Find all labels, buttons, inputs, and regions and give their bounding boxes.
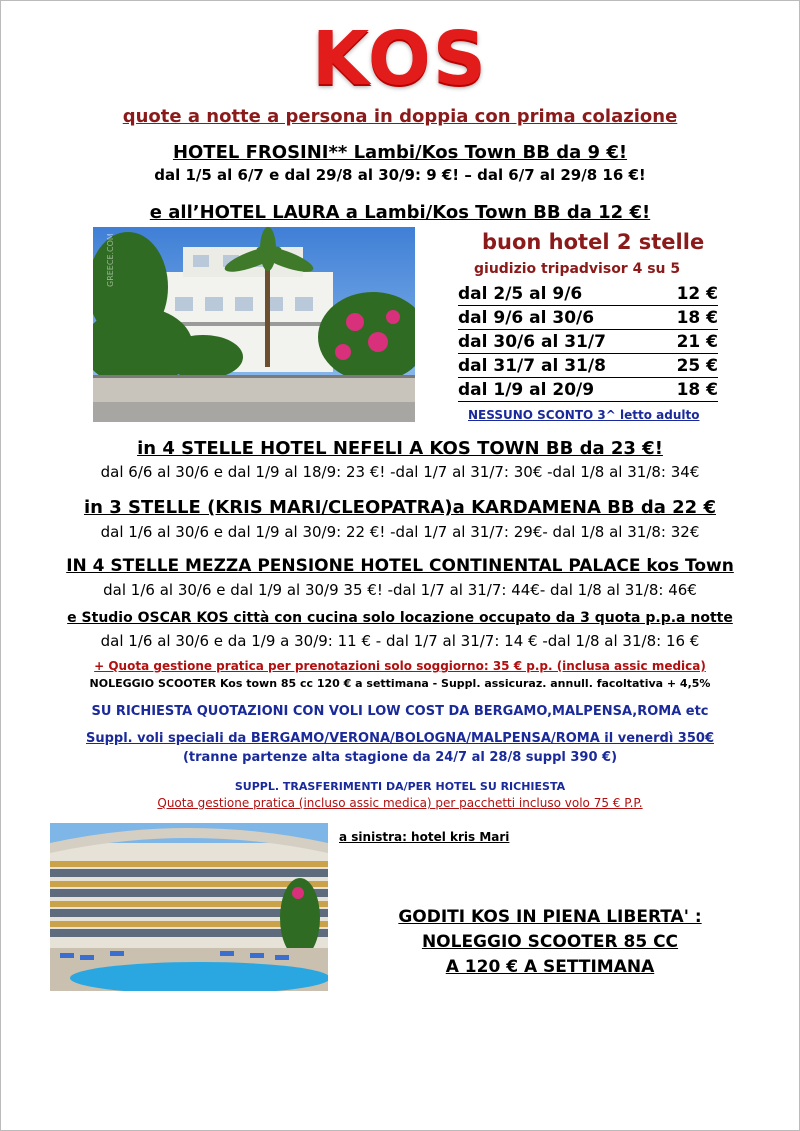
nefeli-prices: dal 6/6 al 30/6 e dal 1/9 al 18/9: 23 €! -dal 1/7 al 31/7: 30€ -dal 1/8 al 31/8: 34€	[100, 463, 700, 481]
quota-volo-note: Quota gestione pratica (incluso assic medica) per pacchetti incluso volo 75 € P.P.	[157, 796, 643, 810]
suppl-voli-note: Suppl. voli speciali da BERGAMO/VERONA/BOLOGNA/MALPENSA/ROMA il venerdì 350€	[86, 731, 714, 746]
alta-stagione-note: (tranne partenze alta stagione da 24/7 al 28/8 suppl 390 €)	[182, 750, 618, 765]
laura-rating: giudizio tripadvisor 4 su 5	[474, 261, 681, 277]
promo-line: NOLEGGIO SCOOTER 85 CC	[421, 932, 679, 952]
laura-stars: buon hotel 2 stelle	[482, 230, 705, 254]
price-period: dal 30/6 al 31/7	[458, 332, 606, 352]
price-value: 18 €	[676, 380, 718, 400]
price-period: dal 9/6 al 30/6	[458, 308, 595, 328]
price-value: 21 €	[676, 332, 718, 352]
photo-caption: a sinistra: hotel kris Mari	[339, 830, 510, 844]
continental-prices: dal 1/6 al 30/6 e dal 1/9 al 30/9 35 €! -dal 1/7 al 31/7: 44€- dal 1/8 al 31/8: 46€	[103, 581, 697, 599]
page-title: KOS	[311, 16, 489, 102]
price-value: 12 €	[676, 284, 718, 304]
hotel-laura-photo	[93, 227, 415, 422]
voli-note: SU RICHIESTA QUOTAZIONI CON VOLI LOW COST DA BERGAMO,MALPENSA,ROMA etc	[91, 704, 709, 719]
price-value: 18 €	[676, 308, 718, 328]
page-subtitle: quote a notte a persona in doppia con prima colazione	[122, 106, 678, 127]
hotel-kris-mari-photo	[50, 823, 328, 991]
price-row	[458, 283, 718, 306]
laura-heading: e all’HOTEL LAURA a Lambi/Kos Town BB da 12 €!	[149, 202, 651, 223]
frosini-heading: HOTEL FROSINI** Lambi/Kos Town BB da 9 €!	[172, 142, 628, 163]
price-row	[458, 307, 718, 330]
price-row	[458, 355, 718, 378]
oscar-prices: dal 1/6 al 30/6 e da 1/9 a 30/9: 11 € - dal 1/7 al 31/7: 14 € -dal 1/8 al 31/8: 16 €	[100, 632, 700, 650]
quota-note: + Quota gestione pratica per prenotazioni solo soggiorno: 35 € p.p. (inclusa assic medica)	[94, 659, 706, 673]
photo-watermark: GREECE.COM	[106, 233, 115, 287]
price-row	[458, 379, 718, 402]
continental-heading: IN 4 STELLE MEZZA PENSIONE HOTEL CONTINENTAL PALACE kos Town	[66, 556, 734, 576]
promo-block	[355, 905, 745, 980]
krismari-prices: dal 1/6 al 30/6 e dal 1/9 al 30/9: 22 €! -dal 1/7 al 31/7: 29€- dal 1/8 al 31/8: 32€	[100, 523, 700, 541]
price-period: dal 2/5 al 9/6	[458, 284, 583, 304]
trasferimenti-note: SUPPL. TRASFERIMENTI DA/PER HOTEL SU RICHIESTA	[234, 780, 566, 793]
oscar-heading: e Studio OSCAR KOS città con cucina solo locazione occupato da 3 quota p.p.a notte	[67, 610, 733, 626]
price-period: dal 1/9 al 20/9	[458, 380, 595, 400]
scooter-note: NOLEGGIO SCOOTER Kos town 85 cc 120 € a settimana - Suppl. assicuraz. annull. facoltativa + 4,5%	[89, 677, 711, 690]
frosini-prices: dal 1/5 al 6/7 e dal 29/8 al 30/9: 9 €! – dal 6/7 al 29/8 16 €!	[154, 166, 646, 184]
promo-line: A 120 € A SETTIMANA	[445, 957, 655, 977]
price-row	[458, 331, 718, 354]
nefeli-heading: in 4 STELLE HOTEL NEFELI A KOS TOWN BB da 23 €!	[137, 438, 663, 459]
laura-note: NESSUNO SCONTO 3^ letto adulto	[468, 408, 700, 422]
price-value: 25 €	[676, 356, 718, 376]
promo-line: GODITI KOS IN PIENA LIBERTA' :	[398, 907, 702, 927]
krismari-heading: in 3 STELLE (KRIS MARI/CLEOPATRA)a KARDAMENA BB da 22 €	[83, 497, 716, 518]
price-period: dal 31/7 al 31/8	[458, 356, 606, 376]
